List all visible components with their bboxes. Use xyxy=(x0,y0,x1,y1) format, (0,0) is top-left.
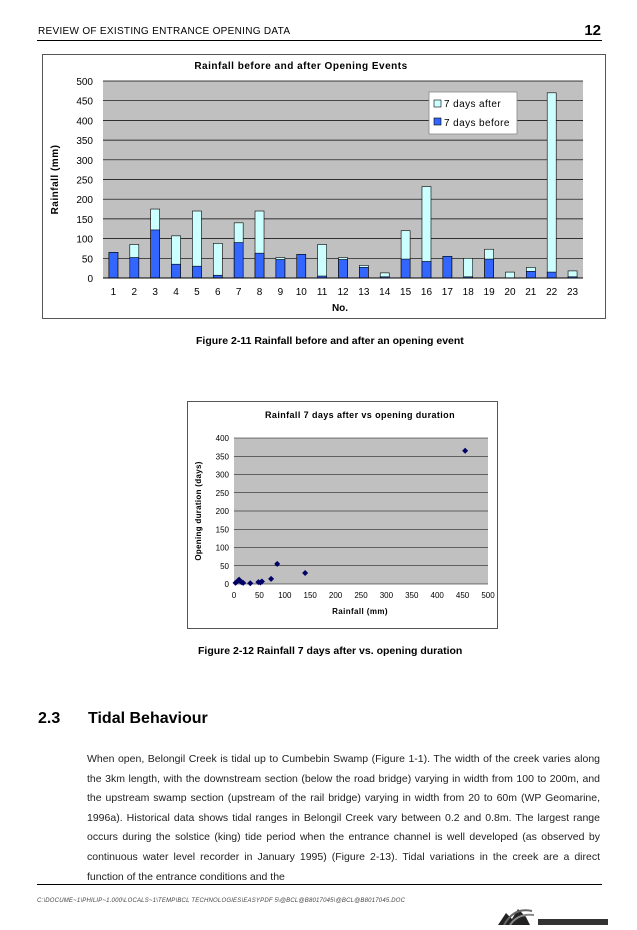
x-tick-label: 350 xyxy=(405,591,419,600)
y-axis-label: Rainfall (mm) xyxy=(50,144,61,215)
y-tick-label: 50 xyxy=(81,254,93,266)
x-tick-label: 20 xyxy=(504,287,516,298)
y-tick-label: 0 xyxy=(87,274,93,285)
x-tick-label: 10 xyxy=(295,287,307,298)
x-tick-label: 500 xyxy=(481,591,495,600)
bar-7-days-before xyxy=(151,230,160,278)
x-tick-label: 12 xyxy=(337,287,349,298)
legend-label-before: 7 days before xyxy=(444,118,510,129)
x-tick-label: 11 xyxy=(316,287,328,298)
x-tick-label: 21 xyxy=(525,287,537,298)
section-number: 2.3 xyxy=(38,710,61,727)
bar-7-days-before xyxy=(422,261,431,278)
bar-7-days-before xyxy=(234,243,243,278)
y-tick-label: 150 xyxy=(215,525,229,535)
chart-title: Rainfall before and after Opening Events xyxy=(194,61,408,72)
x-tick-label: 19 xyxy=(483,287,495,298)
section-heading xyxy=(38,710,208,728)
body-paragraph: When open, Belongil Creek is tidal up to Cumbebin Swamp (Figure 1-1). The width of the creek varies along the 3km length, with the downstream section (below the road bridge) varying in width from 100 to 200m, and the upstream swamp section (upstream of the rail bridge) varying in width from 20 to 60m (WP Geomarine, 1996a). Historical data shows tidal ranges in Belongil Creek vary between 0.2 and 0.8m. The largest range occurs during the solstice (king) tide period when the entrance channel is well developed (as observed by continuous water level recorder in January 1995) (Figure 2-13). Tidal variations in the creek are a direct function of the entrance conditions and the xyxy=(87,753,600,883)
bar-7-days-before xyxy=(130,258,139,278)
x-tick-label: 13 xyxy=(358,287,370,298)
legend-label-after: 7 days after xyxy=(444,99,502,110)
bar-7-days-after xyxy=(213,243,222,278)
y-tick-label: 250 xyxy=(76,175,93,187)
scatter-chart xyxy=(188,402,497,628)
bar-7-days-before xyxy=(255,253,264,278)
x-tick-label: 17 xyxy=(441,287,453,298)
bar-7-days-before xyxy=(443,256,452,278)
bar-7-days-after xyxy=(464,258,473,278)
y-tick-label: 350 xyxy=(215,452,229,462)
x-tick-label: 1 xyxy=(110,287,117,298)
company-logo xyxy=(496,905,616,930)
x-tick-label: 150 xyxy=(303,591,317,600)
x-tick-label: 7 xyxy=(235,287,242,298)
x-tick-label: 18 xyxy=(462,287,474,298)
bar-7-days-before xyxy=(297,254,306,278)
x-tick-label: 4 xyxy=(173,287,179,298)
x-tick-label: 22 xyxy=(546,287,558,298)
bar-7-days-after xyxy=(505,272,514,278)
bar-7-days-after xyxy=(547,93,556,278)
y-tick-label: 350 xyxy=(76,136,93,148)
x-axis-label: Rainfall (mm) xyxy=(332,607,388,616)
x-tick-label: 23 xyxy=(567,287,579,298)
y-tick-label: 300 xyxy=(76,155,93,167)
x-tick-label: 450 xyxy=(455,591,470,600)
page-number: 12 xyxy=(584,22,601,39)
bar-7-days-before xyxy=(276,259,285,278)
bar-7-days-before xyxy=(547,272,556,278)
x-tick-label: 16 xyxy=(420,287,433,298)
footer-rule xyxy=(37,884,602,885)
bar-chart xyxy=(43,55,605,318)
y-tick-label: 100 xyxy=(215,543,229,553)
chart-title: Rainfall 7 days after vs opening duration xyxy=(265,410,455,420)
y-tick-label: 200 xyxy=(76,195,93,207)
bar-7-days-before xyxy=(401,259,410,278)
x-tick-label: 250 xyxy=(354,591,368,600)
x-tick-label: 9 xyxy=(277,287,284,298)
x-axis-label: No. xyxy=(331,303,349,314)
bar-7-days-before xyxy=(485,259,494,278)
section-title: Tidal Behaviour xyxy=(88,710,208,727)
y-tick-label: 0 xyxy=(224,580,229,589)
y-tick-label: 50 xyxy=(220,561,229,571)
scatter-chart-frame xyxy=(187,401,498,629)
running-header: REVIEW OF EXISTING ENTRANCE OPENING DATA xyxy=(38,26,291,37)
x-tick-label: 14 xyxy=(379,287,391,298)
legend-swatch-after xyxy=(434,100,441,107)
x-tick-label: 0 xyxy=(231,591,237,600)
x-tick-label: 50 xyxy=(254,591,264,600)
bar-7-days-before xyxy=(109,252,118,278)
header-rule xyxy=(37,40,602,41)
bar-7-days-before xyxy=(526,271,535,278)
x-tick-label: 5 xyxy=(194,287,200,298)
y-tick-label: 500 xyxy=(76,77,93,88)
bar-7-days-before xyxy=(359,267,368,278)
x-tick-label: 100 xyxy=(278,591,292,600)
y-tick-label: 250 xyxy=(215,488,229,498)
bar-7-days-before xyxy=(172,264,181,278)
legend-swatch-before xyxy=(434,118,441,125)
bar-7-days-after xyxy=(318,245,327,278)
x-tick-label: 200 xyxy=(328,591,343,600)
figure-2-11-caption: Figure 2-11 Rainfall before and after an opening event xyxy=(196,335,464,347)
figure-2-12-caption: Figure 2-12 Rainfall 7 days after vs. opening duration xyxy=(198,645,463,657)
footer-file-path: C:\DOCUME~1\PHILIP~1.000\LOCALS~1\TEMP\BCL TECHNOLOGIES\EASYPDF 5\@BCL@B8017045\@BCL@B8017045.DOC xyxy=(37,898,406,904)
y-tick-label: 450 xyxy=(76,96,93,108)
bar-7-days-before xyxy=(192,266,201,278)
x-tick-label: 6 xyxy=(215,287,221,298)
x-tick-label: 8 xyxy=(256,287,263,298)
x-tick-label: 2 xyxy=(131,287,138,298)
bar-chart-frame xyxy=(42,54,606,319)
y-tick-label: 100 xyxy=(76,234,93,246)
y-axis-label: Opening duration (days) xyxy=(194,461,203,561)
x-tick-label: 400 xyxy=(430,591,444,600)
bar-7-days-before xyxy=(339,259,348,278)
x-tick-label: 15 xyxy=(400,287,412,298)
y-tick-label: 400 xyxy=(76,116,93,128)
y-tick-label: 200 xyxy=(215,507,229,516)
x-tick-label: 3 xyxy=(152,287,158,298)
x-tick-label: 300 xyxy=(379,591,394,600)
y-tick-label: 400 xyxy=(215,434,229,443)
y-tick-label: 300 xyxy=(215,470,229,480)
y-tick-label: 150 xyxy=(76,214,93,226)
